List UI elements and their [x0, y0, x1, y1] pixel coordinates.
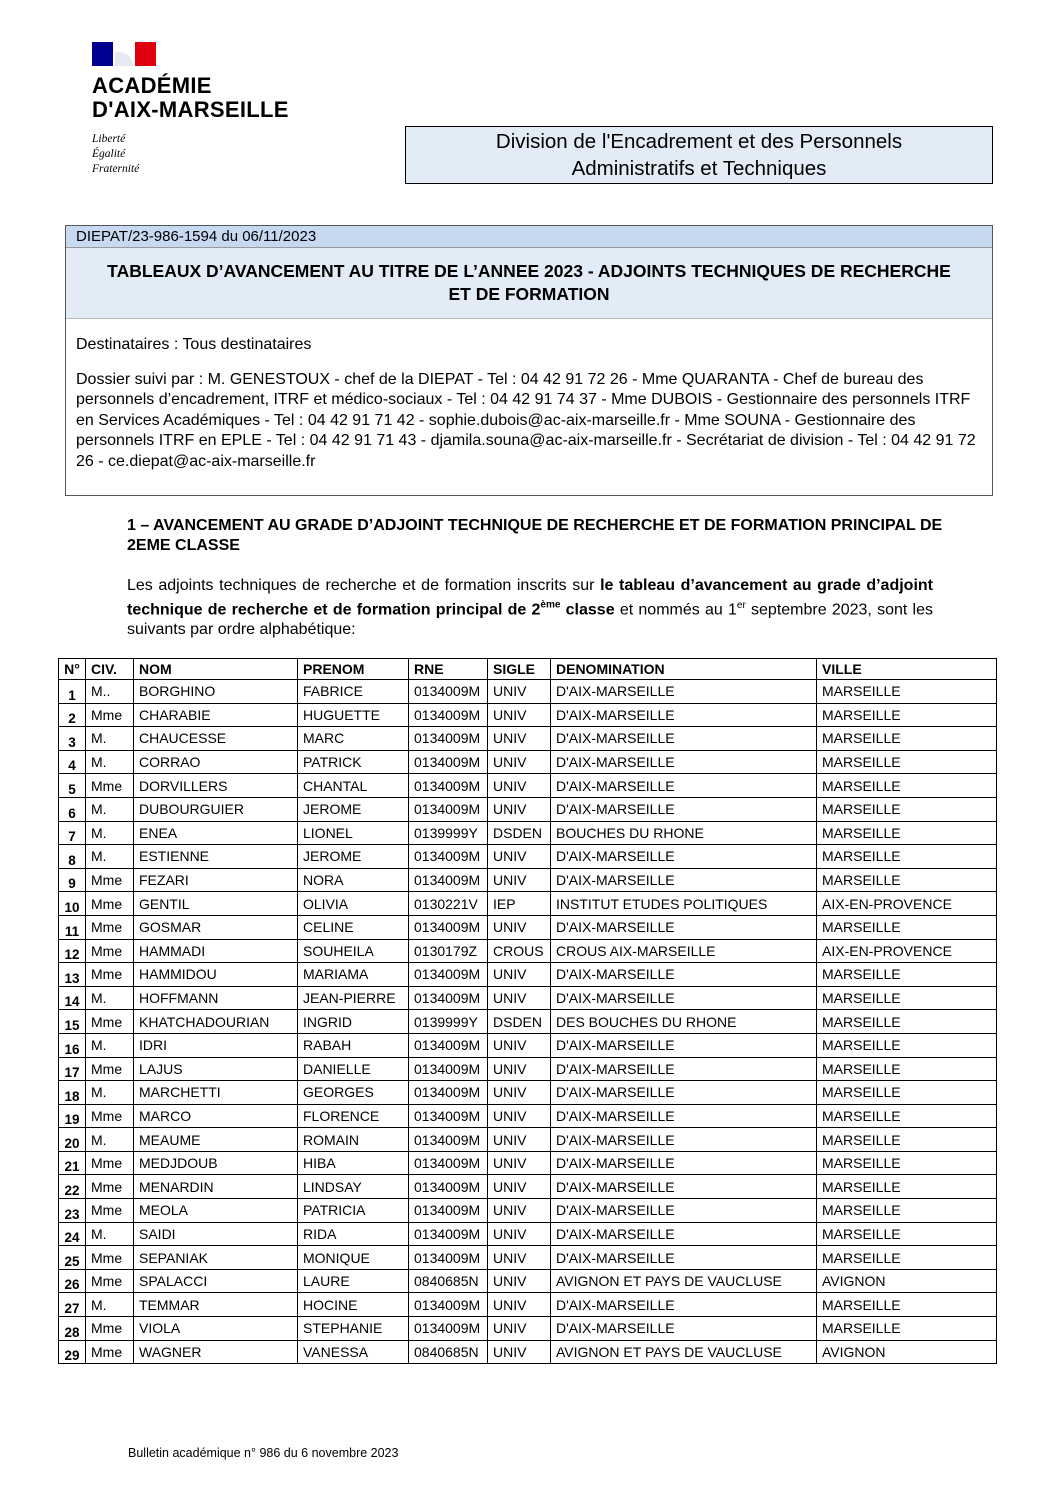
cell-prenom: FABRICE: [298, 680, 409, 704]
cell-num: 10: [59, 892, 86, 916]
cell-ville: MARSEILLE: [817, 915, 997, 939]
cell-nom: MARCO: [134, 1104, 298, 1128]
table-row: [59, 939, 997, 963]
cell-sigle: DSDEN: [488, 1010, 551, 1034]
col-header-sigle: SIGLE: [488, 659, 551, 680]
cell-sigle: UNIV: [488, 1033, 551, 1057]
cell-nom: KHATCHADOURIAN: [134, 1010, 298, 1034]
cell-num: 1: [59, 680, 86, 704]
cell-rne: 0134009M: [409, 797, 488, 821]
cell-num: 17: [59, 1057, 86, 1081]
cell-prenom: PATRICIA: [298, 1199, 409, 1223]
cell-civ: M.: [86, 845, 134, 869]
cell-sigle: UNIV: [488, 1269, 551, 1293]
cell-nom: SAIDI: [134, 1222, 298, 1246]
cell-prenom: JEROME: [298, 845, 409, 869]
cell-sigle: UNIV: [488, 727, 551, 751]
cell-denomination: D'AIX-MARSEILLE: [551, 727, 817, 751]
cell-denomination: D'AIX-MARSEILLE: [551, 1033, 817, 1057]
cell-denomination: D'AIX-MARSEILLE: [551, 915, 817, 939]
cell-sigle: UNIV: [488, 1246, 551, 1270]
organization-name: [92, 74, 289, 122]
org-line-1: ACADÉMIE: [92, 73, 212, 98]
cell-denomination: D'AIX-MARSEILLE: [551, 750, 817, 774]
section-intro: Les adjoints techniques de recherche et de formation inscrits sur le tableau d’avancement au grade d’adjoint technique de recherche et de formation principal de 2ème classe et nommés au 1er septembre 2023, sont les suivants par ordre alphabétique:: [127, 577, 934, 639]
cell-ville: MARSEILLE: [817, 963, 997, 987]
cell-prenom: STEPHANIE: [298, 1317, 409, 1341]
cell-rne: 0134009M: [409, 1175, 488, 1199]
cell-civ: M.: [86, 727, 134, 751]
republic-motto: [92, 132, 289, 177]
cell-rne: 0134009M: [409, 868, 488, 892]
cell-civ: M.: [86, 1033, 134, 1057]
cell-denomination: D'AIX-MARSEILLE: [551, 1222, 817, 1246]
table-row: [59, 915, 997, 939]
cell-civ: Mme: [86, 703, 134, 727]
cell-nom: SEPANIAK: [134, 1246, 298, 1270]
cell-prenom: CELINE: [298, 915, 409, 939]
cell-rne: 0134009M: [409, 1151, 488, 1175]
table-row: [59, 821, 997, 845]
cell-rne: 0134009M: [409, 1246, 488, 1270]
cell-civ: Mme: [86, 1010, 134, 1034]
notice-box: [65, 225, 993, 496]
cell-civ: Mme: [86, 915, 134, 939]
cell-ville: MARSEILLE: [817, 1293, 997, 1317]
notice-title: TABLEAUX D’AVANCEMENT AU TITRE DE L’ANNEE 2023 - ADJOINTS TECHNIQUES DE RECHERCHE ET DE FORMATION: [66, 248, 992, 319]
cell-nom: IDRI: [134, 1033, 298, 1057]
cell-civ: Mme: [86, 868, 134, 892]
table-row: [59, 868, 997, 892]
cell-prenom: OLIVIA: [298, 892, 409, 916]
table-row: [59, 1151, 997, 1175]
cell-civ: Mme: [86, 1104, 134, 1128]
cell-sigle: UNIV: [488, 1175, 551, 1199]
cell-sigle: UNIV: [488, 774, 551, 798]
cell-denomination: D'AIX-MARSEILLE: [551, 774, 817, 798]
cell-denomination: D'AIX-MARSEILLE: [551, 1128, 817, 1152]
cell-nom: HOFFMANN: [134, 986, 298, 1010]
cell-rne: 0134009M: [409, 1128, 488, 1152]
cell-nom: ENEA: [134, 821, 298, 845]
cell-nom: GENTIL: [134, 892, 298, 916]
cell-ville: MARSEILLE: [817, 703, 997, 727]
marianne-flag-icon: [92, 42, 156, 66]
cell-rne: 0139999Y: [409, 821, 488, 845]
cell-sigle: UNIV: [488, 797, 551, 821]
cell-prenom: INGRID: [298, 1010, 409, 1034]
cell-rne: 0130179Z: [409, 939, 488, 963]
notice-dossier: Dossier suivi par : M. GENESTOUX - chef de la DIEPAT - Tel : 04 42 91 72 26 - Mme QUARANTA - Chef de bureau des personnels d’encadrement, ITRF et médico-sociaux - Tel : 04 42 91 74 37 - Mme DUBOIS - Gestionnaire des personnels ITRF en Services Académiques - Tel : 04 42 91 71 42 - sophie.dubois@ac-aix-marseille.fr - Mme SOUNA - Gestionnaire des personnels ITRF en EPLE - Tel : 04 42 91 71 43 - djamila.souna@ac-aix-marseille.fr - Secrétariat de division - Tel : 04 42 91 72 26 - ce.diepat@ac-aix-marseille.fr: [76, 370, 976, 470]
table-row: [59, 1269, 997, 1293]
cell-sigle: UNIV: [488, 1222, 551, 1246]
cell-ville: MARSEILLE: [817, 845, 997, 869]
col-header-ville: VILLE: [817, 659, 997, 680]
cell-num: 25: [59, 1246, 86, 1270]
cell-denomination: AVIGNON ET PAYS DE VAUCLUSE: [551, 1269, 817, 1293]
cell-civ: Mme: [86, 963, 134, 987]
cell-denomination: D'AIX-MARSEILLE: [551, 986, 817, 1010]
cell-nom: WAGNER: [134, 1340, 298, 1364]
cell-nom: CHAUCESSE: [134, 727, 298, 751]
cell-ville: MARSEILLE: [817, 1151, 997, 1175]
motto-egalite: Égalité: [92, 148, 126, 160]
cell-num: 21: [59, 1151, 86, 1175]
table-row: [59, 1104, 997, 1128]
cell-ville: MARSEILLE: [817, 868, 997, 892]
cell-rne: 0840685N: [409, 1340, 488, 1364]
cell-civ: M.: [86, 797, 134, 821]
cell-rne: 0134009M: [409, 1222, 488, 1246]
cell-prenom: VANESSA: [298, 1340, 409, 1364]
cell-nom: MARCHETTI: [134, 1081, 298, 1105]
cell-rne: 0134009M: [409, 845, 488, 869]
cell-sigle: UNIV: [488, 1128, 551, 1152]
cell-denomination: DES BOUCHES DU RHONE: [551, 1010, 817, 1034]
cell-civ: Mme: [86, 1269, 134, 1293]
cell-sigle: UNIV: [488, 845, 551, 869]
cell-prenom: MONIQUE: [298, 1246, 409, 1270]
cell-ville: MARSEILLE: [817, 1104, 997, 1128]
cell-rne: 0134009M: [409, 1033, 488, 1057]
col-header-nom: NOM: [134, 659, 298, 680]
cell-denomination: D'AIX-MARSEILLE: [551, 1175, 817, 1199]
cell-ville: AIX-EN-PROVENCE: [817, 892, 997, 916]
cell-sigle: UNIV: [488, 1057, 551, 1081]
cell-prenom: LINDSAY: [298, 1175, 409, 1199]
cell-sigle: UNIV: [488, 703, 551, 727]
cell-nom: DUBOURGUIER: [134, 797, 298, 821]
academie-logo: [92, 42, 289, 177]
col-header-prenom: PRENOM: [298, 659, 409, 680]
cell-ville: MARSEILLE: [817, 821, 997, 845]
cell-num: 29: [59, 1340, 86, 1364]
cell-nom: DORVILLERS: [134, 774, 298, 798]
cell-denomination: INSTITUT ETUDES POLITIQUES: [551, 892, 817, 916]
cell-ville: MARSEILLE: [817, 774, 997, 798]
cell-ville: MARSEILLE: [817, 1033, 997, 1057]
cell-denomination: D'AIX-MARSEILLE: [551, 845, 817, 869]
cell-ville: MARSEILLE: [817, 1057, 997, 1081]
cell-num: 18: [59, 1081, 86, 1105]
cell-ville: AVIGNON: [817, 1340, 997, 1364]
cell-sigle: UNIV: [488, 868, 551, 892]
cell-num: 2: [59, 703, 86, 727]
cell-sigle: UNIV: [488, 680, 551, 704]
cell-ville: MARSEILLE: [817, 1317, 997, 1341]
cell-num: 9: [59, 868, 86, 892]
cell-nom: LAJUS: [134, 1057, 298, 1081]
cell-civ: M.: [86, 1081, 134, 1105]
cell-ville: MARSEILLE: [817, 1128, 997, 1152]
cell-sigle: CROUS: [488, 939, 551, 963]
table-row: [59, 1175, 997, 1199]
cell-civ: Mme: [86, 774, 134, 798]
cell-nom: MEAUME: [134, 1128, 298, 1152]
cell-rne: 0134009M: [409, 1199, 488, 1223]
cell-num: 4: [59, 750, 86, 774]
cell-nom: GOSMAR: [134, 915, 298, 939]
cell-num: 7: [59, 821, 86, 845]
cell-civ: Mme: [86, 1317, 134, 1341]
table-row: [59, 1293, 997, 1317]
cell-num: 12: [59, 939, 86, 963]
org-line-2: D'AIX-MARSEILLE: [92, 97, 289, 122]
cell-denomination: D'AIX-MARSEILLE: [551, 1151, 817, 1175]
cell-num: 28: [59, 1317, 86, 1341]
cell-nom: CORRAO: [134, 750, 298, 774]
table-row: [59, 727, 997, 751]
cell-civ: Mme: [86, 1246, 134, 1270]
cell-prenom: RABAH: [298, 1033, 409, 1057]
table-row: [59, 1340, 997, 1364]
col-header-civ: CIV.: [86, 659, 134, 680]
cell-prenom: MARIAMA: [298, 963, 409, 987]
cell-num: 27: [59, 1293, 86, 1317]
cell-prenom: HIBA: [298, 1151, 409, 1175]
cell-civ: Mme: [86, 1175, 134, 1199]
table-row: [59, 680, 997, 704]
table-header-row: [59, 659, 997, 680]
cell-nom: SPALACCI: [134, 1269, 298, 1293]
col-header-num: N°: [59, 659, 86, 680]
cell-sigle: UNIV: [488, 986, 551, 1010]
cell-prenom: DANIELLE: [298, 1057, 409, 1081]
table-row: [59, 1010, 997, 1034]
cell-civ: M.: [86, 1222, 134, 1246]
table-row: [59, 1057, 997, 1081]
table-row: [59, 963, 997, 987]
cell-ville: MARSEILLE: [817, 1175, 997, 1199]
cell-sigle: UNIV: [488, 1293, 551, 1317]
cell-nom: HAMMADI: [134, 939, 298, 963]
bulletin-footer: Bulletin académique n° 986 du 6 novembre 2023: [128, 1446, 399, 1460]
cell-civ: M.: [86, 1128, 134, 1152]
cell-num: 3: [59, 727, 86, 751]
cell-rne: 0134009M: [409, 963, 488, 987]
cell-ville: MARSEILLE: [817, 680, 997, 704]
notice-reference: DIEPAT/23-986-1594 du 06/11/2023: [66, 226, 992, 248]
cell-denomination: CROUS AIX-MARSEILLE: [551, 939, 817, 963]
motto-liberte: Liberté: [92, 133, 126, 145]
table-row: [59, 1081, 997, 1105]
cell-denomination: D'AIX-MARSEILLE: [551, 1293, 817, 1317]
cell-rne: 0130221V: [409, 892, 488, 916]
cell-denomination: AVIGNON ET PAYS DE VAUCLUSE: [551, 1340, 817, 1364]
cell-num: 11: [59, 915, 86, 939]
cell-civ: Mme: [86, 892, 134, 916]
cell-num: 26: [59, 1269, 86, 1293]
promotion-table: [58, 658, 997, 1364]
cell-sigle: UNIV: [488, 1199, 551, 1223]
cell-prenom: LAURE: [298, 1269, 409, 1293]
cell-nom: FEZARI: [134, 868, 298, 892]
cell-rne: 0134009M: [409, 986, 488, 1010]
cell-denomination: D'AIX-MARSEILLE: [551, 1246, 817, 1270]
cell-nom: TEMMAR: [134, 1293, 298, 1317]
cell-ville: MARSEILLE: [817, 1222, 997, 1246]
cell-civ: M..: [86, 680, 134, 704]
cell-denomination: D'AIX-MARSEILLE: [551, 1081, 817, 1105]
cell-num: 6: [59, 797, 86, 821]
cell-sigle: UNIV: [488, 750, 551, 774]
section-title: 1 – AVANCEMENT AU GRADE D’ADJOINT TECHNIQUE DE RECHERCHE ET DE FORMATION PRINCIPAL DE 2EME CLASSE: [127, 517, 943, 554]
cell-sigle: UNIV: [488, 1104, 551, 1128]
table-row: [59, 892, 997, 916]
cell-civ: Mme: [86, 939, 134, 963]
division-line-2: Administratifs et Techniques: [571, 157, 827, 180]
cell-sigle: UNIV: [488, 1081, 551, 1105]
cell-ville: MARSEILLE: [817, 1010, 997, 1034]
cell-num: 19: [59, 1104, 86, 1128]
cell-ville: MARSEILLE: [817, 986, 997, 1010]
cell-nom: MENARDIN: [134, 1175, 298, 1199]
table-row: [59, 1222, 997, 1246]
cell-prenom: GEORGES: [298, 1081, 409, 1105]
division-header: [405, 126, 993, 184]
cell-nom: CHARABIE: [134, 703, 298, 727]
cell-civ: M.: [86, 986, 134, 1010]
table-row: [59, 1199, 997, 1223]
cell-prenom: ROMAIN: [298, 1128, 409, 1152]
cell-denomination: D'AIX-MARSEILLE: [551, 1317, 817, 1341]
cell-civ: M.: [86, 821, 134, 845]
cell-nom: VIOLA: [134, 1317, 298, 1341]
cell-prenom: NORA: [298, 868, 409, 892]
cell-rne: 0134009M: [409, 1081, 488, 1105]
cell-prenom: RIDA: [298, 1222, 409, 1246]
cell-sigle: UNIV: [488, 915, 551, 939]
cell-denomination: D'AIX-MARSEILLE: [551, 868, 817, 892]
cell-prenom: HUGUETTE: [298, 703, 409, 727]
cell-ville: MARSEILLE: [817, 1199, 997, 1223]
cell-denomination: D'AIX-MARSEILLE: [551, 1199, 817, 1223]
cell-prenom: FLORENCE: [298, 1104, 409, 1128]
cell-num: 15: [59, 1010, 86, 1034]
cell-prenom: MARC: [298, 727, 409, 751]
col-header-denomination: DENOMINATION: [551, 659, 817, 680]
cell-num: 23: [59, 1199, 86, 1223]
cell-rne: 0134009M: [409, 703, 488, 727]
cell-num: 20: [59, 1128, 86, 1152]
cell-rne: 0134009M: [409, 750, 488, 774]
table-row: [59, 774, 997, 798]
cell-ville: MARSEILLE: [817, 1246, 997, 1270]
cell-rne: 0134009M: [409, 1317, 488, 1341]
table-row: [59, 750, 997, 774]
cell-ville: AVIGNON: [817, 1269, 997, 1293]
cell-ville: MARSEILLE: [817, 727, 997, 751]
cell-nom: MEDJDOUB: [134, 1151, 298, 1175]
cell-sigle: UNIV: [488, 963, 551, 987]
cell-nom: HAMMIDOU: [134, 963, 298, 987]
cell-nom: BORGHINO: [134, 680, 298, 704]
motto-fraternite: Fraternité: [92, 163, 140, 175]
cell-civ: M.: [86, 1293, 134, 1317]
cell-num: 22: [59, 1175, 86, 1199]
cell-prenom: JEROME: [298, 797, 409, 821]
division-line-1: Division de l'Encadrement et des Personnels: [495, 130, 903, 153]
cell-prenom: PATRICK: [298, 750, 409, 774]
cell-nom: ESTIENNE: [134, 845, 298, 869]
table-row: [59, 845, 997, 869]
cell-civ: Mme: [86, 1151, 134, 1175]
cell-rne: 0134009M: [409, 915, 488, 939]
notice-destinataires: Destinataires : Tous destinataires: [76, 336, 312, 353]
cell-denomination: D'AIX-MARSEILLE: [551, 1057, 817, 1081]
cell-prenom: CHANTAL: [298, 774, 409, 798]
cell-num: 8: [59, 845, 86, 869]
cell-civ: Mme: [86, 1340, 134, 1364]
cell-prenom: JEAN-PIERRE: [298, 986, 409, 1010]
cell-civ: Mme: [86, 1057, 134, 1081]
cell-prenom: HOCINE: [298, 1293, 409, 1317]
cell-rne: 0134009M: [409, 727, 488, 751]
cell-denomination: D'AIX-MARSEILLE: [551, 1104, 817, 1128]
cell-ville: MARSEILLE: [817, 1081, 997, 1105]
cell-rne: 0134009M: [409, 1293, 488, 1317]
cell-rne: 0134009M: [409, 680, 488, 704]
table-row: [59, 1246, 997, 1270]
table-row: [59, 1033, 997, 1057]
cell-sigle: DSDEN: [488, 821, 551, 845]
cell-rne: 0840685N: [409, 1269, 488, 1293]
cell-num: 16: [59, 1033, 86, 1057]
cell-rne: 0134009M: [409, 774, 488, 798]
table-row: [59, 797, 997, 821]
table-row: [59, 986, 997, 1010]
cell-sigle: UNIV: [488, 1151, 551, 1175]
cell-num: 14: [59, 986, 86, 1010]
cell-num: 5: [59, 774, 86, 798]
cell-ville: MARSEILLE: [817, 750, 997, 774]
table-row: [59, 703, 997, 727]
cell-num: 24: [59, 1222, 86, 1246]
cell-sigle: IEP: [488, 892, 551, 916]
cell-sigle: UNIV: [488, 1317, 551, 1341]
col-header-rne: RNE: [409, 659, 488, 680]
cell-ville: AIX-EN-PROVENCE: [817, 939, 997, 963]
cell-sigle: UNIV: [488, 1340, 551, 1364]
cell-rne: 0139999Y: [409, 1010, 488, 1034]
cell-rne: 0134009M: [409, 1104, 488, 1128]
cell-denomination: D'AIX-MARSEILLE: [551, 703, 817, 727]
cell-num: 13: [59, 963, 86, 987]
cell-denomination: D'AIX-MARSEILLE: [551, 963, 817, 987]
table-row: [59, 1317, 997, 1341]
cell-denomination: D'AIX-MARSEILLE: [551, 797, 817, 821]
cell-denomination: BOUCHES DU RHONE: [551, 821, 817, 845]
cell-civ: M.: [86, 750, 134, 774]
cell-prenom: LIONEL: [298, 821, 409, 845]
cell-nom: MEOLA: [134, 1199, 298, 1223]
cell-prenom: SOUHEILA: [298, 939, 409, 963]
cell-denomination: D'AIX-MARSEILLE: [551, 680, 817, 704]
cell-rne: 0134009M: [409, 1057, 488, 1081]
table-row: [59, 1128, 997, 1152]
cell-ville: MARSEILLE: [817, 797, 997, 821]
cell-civ: Mme: [86, 1199, 134, 1223]
